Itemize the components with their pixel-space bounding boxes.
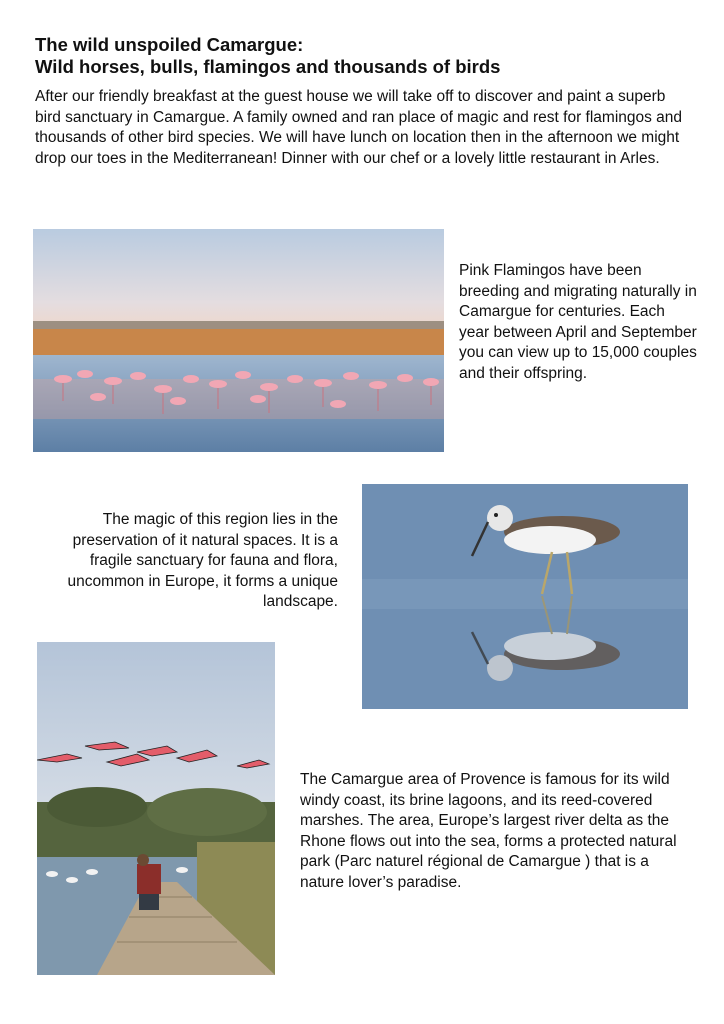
camargue-area-paragraph: The Camargue area of Provence is famous for its wild windy coast, its brine lagoons, and its reed-covered marshes. The area, Europe’s largest river delta as the Rhone flows out into the sea, forms a protected natural park (Parc naturel régional de Camargue ) that is a nature lover’s paradise.	[300, 771, 677, 891]
marsh-boardwalk-photo	[37, 642, 275, 975]
magic-paragraph: The magic of this region lies in the preservation of it natural spaces. It is a fragile sanctuary for fauna and flora, uncommon in Europe, it forms a unique landscape.	[67, 511, 338, 610]
intro-paragraph: After our friendly breakfast at the guest house we will take off to discover and paint a superb bird sanctuary in Camargue. A family owned and ran place of magic and rest for flamingos and thousands of other bird species. We will have lunch on location then in the afternoon we might drop our toes in the Mediterranean! Dinner with our chef or a lovely little restaurant in Arles.	[35, 88, 683, 167]
page-title	[35, 34, 695, 78]
wading-bird-photo	[362, 484, 688, 709]
title-line-1: The wild unspoiled Camargue:	[35, 34, 304, 55]
flamingo-paragraph: Pink Flamingos have been breeding and migrating naturally in Camargue for centuries. Each year between April and September you can view up to 15,000 couples and their offspring.	[459, 262, 697, 382]
flamingo-lagoon-photo	[33, 229, 444, 452]
title-line-2: Wild horses, bulls, flamingos and thousands of birds	[35, 56, 501, 77]
